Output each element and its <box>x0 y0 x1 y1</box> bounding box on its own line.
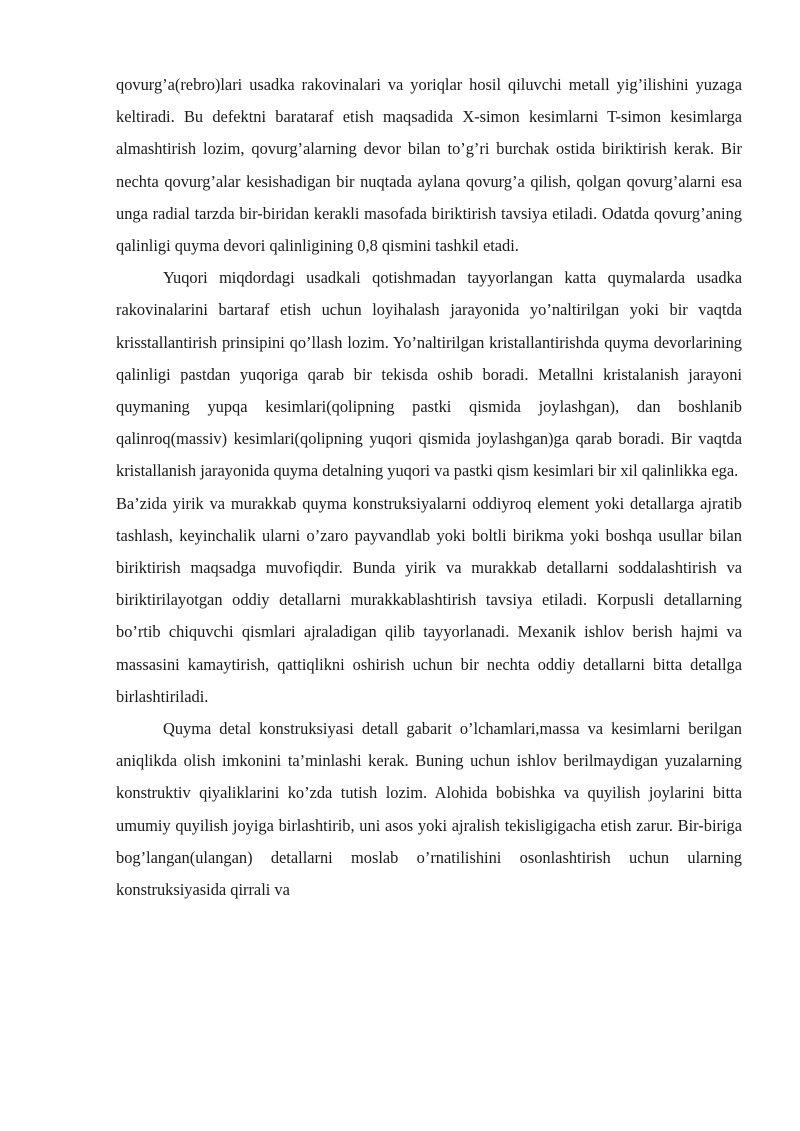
paragraph-3: Ba’zida yirik va murakkab quyma konstruksiyalarni oddiyroq element yoki detallarga ajratib tashlash, keyinchalik ularni o’zaro payvandlab yoki boltli birikma yoki boshqa usullar bilan biriktirish maqsadga muvofiqdir. Bunda yirik va murakkab detallarni soddalashtirish va biriktirilayotgan oddiy detallarni murakkablashtirish tavsiya etiladi. Korpusli detallarning bo’rtib chiquvchi qismlari ajraladigan qilib tayyorlanadi. Mexanik ishlov berish hajmi va massasini kamaytirish, qattiqlikni oshirish uchun bir nechta oddiy detallarni bitta detallga birlashtiriladi. <box>116 493 742 706</box>
paragraph-2: Yuqori miqdordagi usadkali qotishmadan tayyorlangan katta quymalarda usadka rakovinalarini bartaraf etish uchun loyihalash jarayonida yo’naltirilgan yoki bir vaqtda krisstallantirish prinsipini qo’llash lozim. Yo’naltirilgan kristallantirishda quyma devorlarining qalinligi pastdan yuqoriga qarab bir tekisda oshib boradi. Metallni kristalanish jarayoni quymaning yupqa kesimlari(qolipning pastki qismida joylashgan), dan boshlanib qalinroq(massiv) kesimlari(qolipning yuqori qismida joylashgan)ga qarab boradi. Bir vaqtda kristallanish jarayonida quyma detalning yuqori va pastki qism kesimlari bir xil qalinlikka ega. <box>116 268 742 481</box>
paragraph-4: Quyma detal konstruksiyasi detall gabarit o’lchamlari,massa va kesimlarni berilgan aniqlikda olish imkonini ta’minlashi kerak. Buning uchun ishlov berilmaydigan yuzalarning konstruktiv qiyaliklarini ko’zda tutish lozim. Alohida bobishka va quyilish joylarini bitta umumiy quyilish joyiga birlashtirib, uni asos yoki ajralish tekisligigacha etish zarur. Bir-biriga bog’langan(ulangan) detallarni moslab o’rnatilishini osonlashtirish uchun ularning konstruksiyasida qirrali va <box>116 719 742 900</box>
paragraph-1: qovurg’a(rebro)lari usadka rakovinalari va yoriqlar hosil qiluvchi metall yig’ilishini yuzaga keltiradi. Bu defektni barataraf etish maqsadida X-simon kesimlarni T-simon kesimlarga almashtirish lozim, qovurg’alarning devor bilan to’g’ri burchak ostida biriktirish kerak. Bir nechta qovurg’alar kesishadigan bir nuqtada aylana qovurg’a qilish, qolgan qovurg’alarni esa unga radial tarzda bir-biridan kerakli masofada biriktirish tavsiya etiladi. Odatda qovurg’aning qalinligi quyma devori qalinligining 0,8 qismini tashkil etadi. <box>116 75 742 256</box>
document-page <box>116 69 742 906</box>
